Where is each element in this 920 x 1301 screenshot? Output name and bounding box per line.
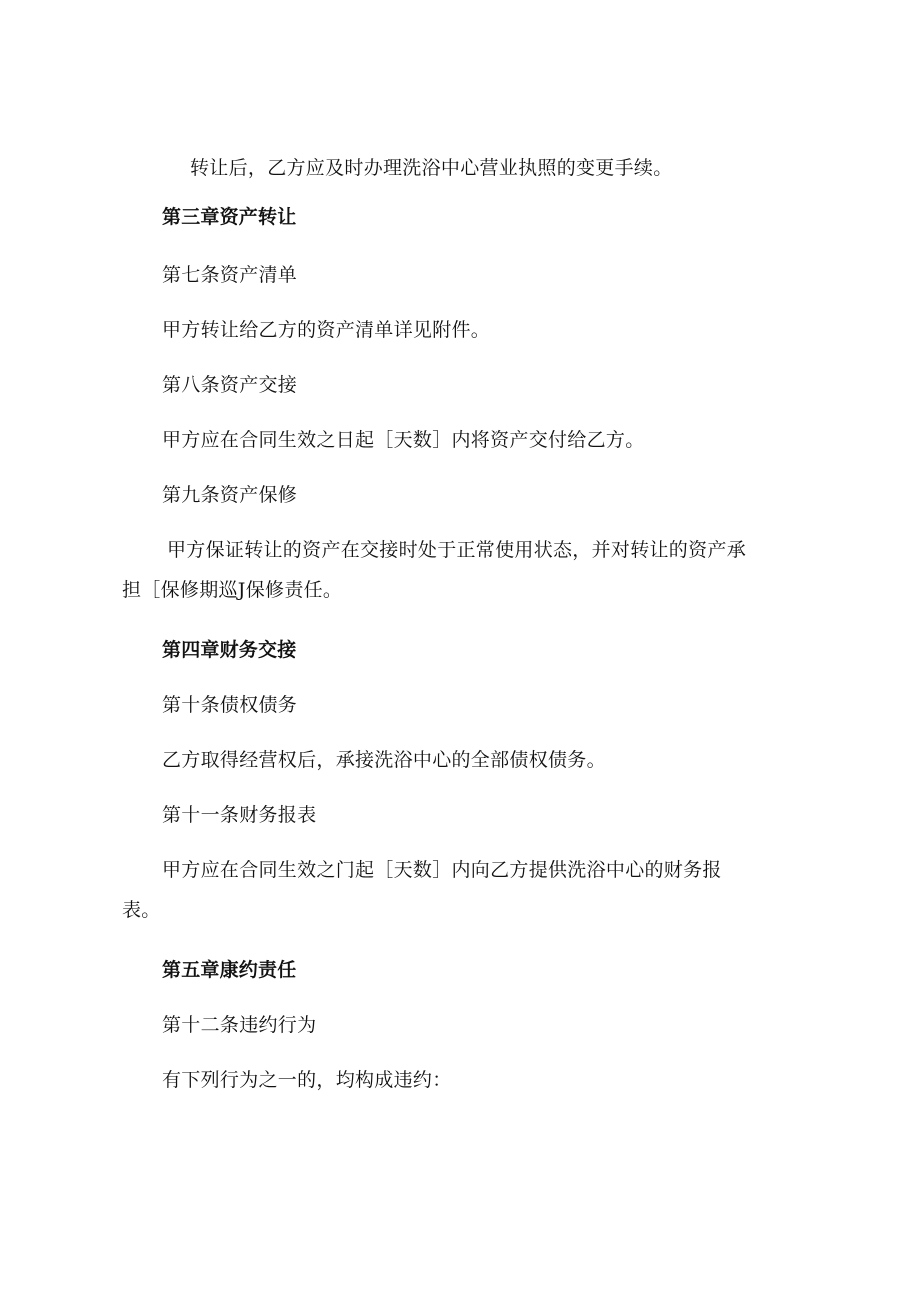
chapter-heading-5: 第五章康约责任	[162, 959, 297, 981]
paragraph-asset-warranty-cont: 担［保修期巡J保修责任。	[122, 579, 343, 601]
article-heading-11: 第十一条财务报表	[162, 804, 317, 826]
article-heading-8: 第八条资产交接	[162, 374, 298, 396]
paragraph-debts: 乙方取得经营权后，承接洗浴中心的全部债权债务。	[162, 749, 606, 771]
paragraph-asset-list: 甲方转让给乙方的资产清单详见附件。	[162, 319, 491, 341]
paragraph-financial-statements: 甲方应在合同生效之门起［天数］内向乙方提供洗浴中心的财务报	[162, 859, 722, 881]
paragraph-financial-statements-cont: 表。	[122, 899, 161, 921]
paragraph-asset-warranty: 甲方保证转让的资产在交接时处于正常使用状态，并对转让的资产承	[167, 539, 747, 561]
article-heading-7: 第七条资产清单	[162, 264, 298, 286]
chapter-heading-4: 第四章财务交接	[162, 639, 297, 661]
chapter-heading-3: 第三章资产转让	[162, 206, 297, 228]
article-heading-10: 第十条债权债务	[162, 694, 298, 716]
paragraph-transfer-license: 转让后，乙方应及时办理洗浴中心营业执照的变更手续。	[190, 157, 673, 179]
article-heading-9: 第九条资产保修	[162, 484, 298, 506]
article-heading-12: 第十二条违约行为	[162, 1014, 317, 1036]
paragraph-asset-handover: 甲方应在合同生效之日起［天数］内将资产交付给乙方。	[162, 429, 645, 451]
paragraph-breach-intro: 有下列行为之一的，均构成违约：	[162, 1069, 452, 1091]
